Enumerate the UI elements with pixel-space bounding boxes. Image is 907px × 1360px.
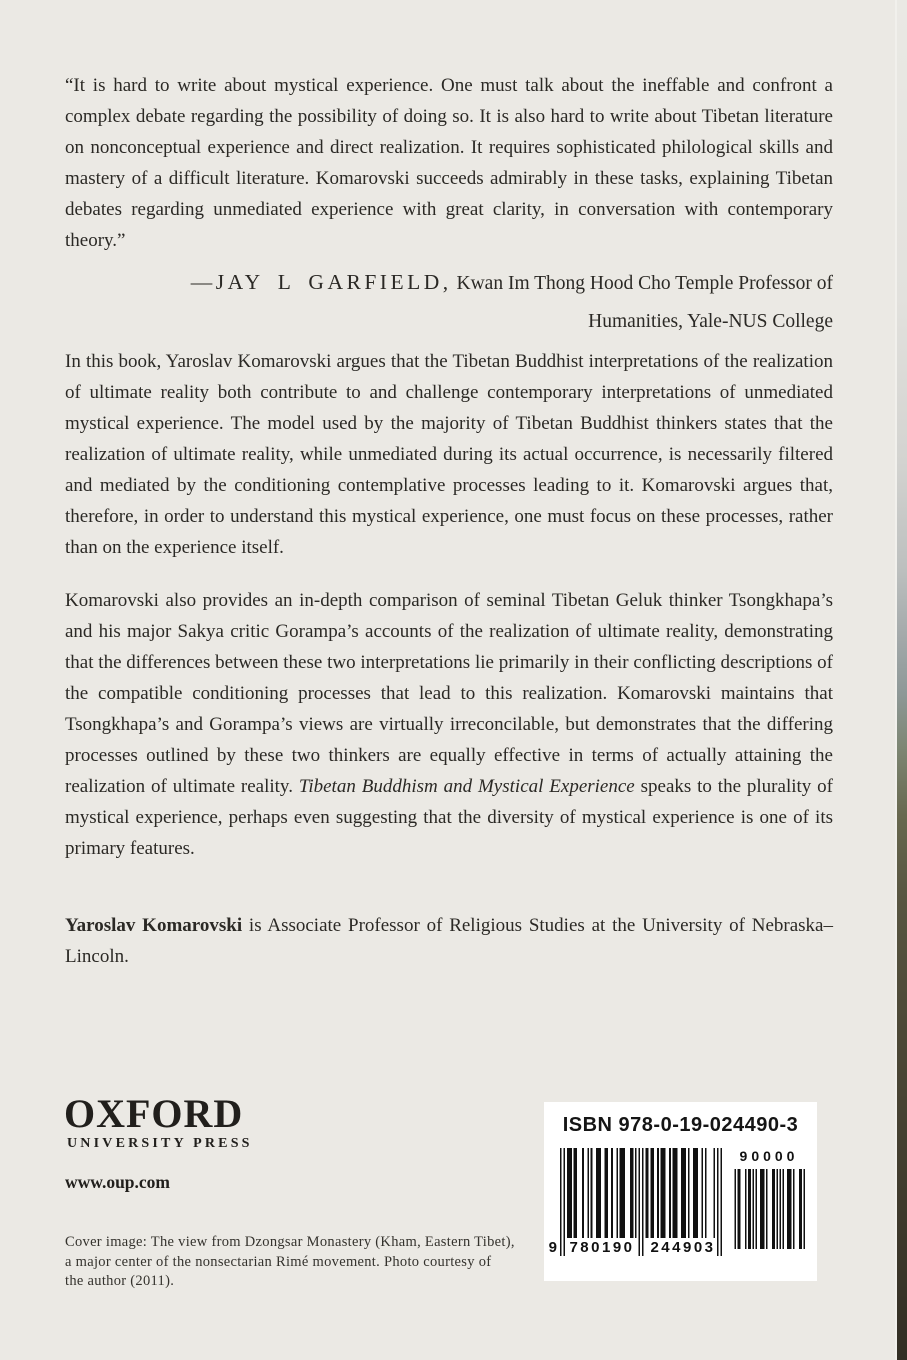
attribution-role-part-1: Kwan Im Thong Hood Cho Temple Professor of [451,273,833,294]
cover-image-credit-line-2: a major center of the nonsectarian Rimé movement. Photo courtesy of [65,1253,492,1270]
cover-image-credit-line-3: the author (2011). [65,1273,175,1289]
publisher-logo-oxford: OXFORD [64,1091,244,1136]
endorsement-quote: “It is hard to write about mystical experience. One must talk about the ineffable and confront a complex debate regarding the possibility of doing so. It is also hard to write about Tibetan literature on nonconceptual experience and direct realization. It requires sophisticated philological skills and mastery of a difficult literature. Komarovski succeeds admirably in these tasks, explaining Tibetan debates regarding unmediated experience with great clarity, in conversation with contemporary theory.” [65,75,833,251]
cover-image-credit [65,1233,515,1292]
author-bio [65,910,833,972]
endorsement-attribution [65,264,833,340]
barcode-digit-group-1: 780190 [569,1239,635,1256]
isbn-panel [544,1102,817,1281]
author-bio-text: is Associate Professor of Religious Studies at the University of Nebraska–Lincoln. [65,915,833,967]
attribution-role-part-2: Humanities, Yale-NUS College [588,311,833,332]
author-name: Yaroslav Komarovski [65,915,243,936]
synopsis-paragraph-2 [65,585,833,864]
publisher-website: www.oup.com [65,1172,171,1192]
attribution-name: —JAY L GARFIELD, [190,270,452,294]
ean13-barcode [548,1148,722,1258]
supplement-digits: 90000 [739,1148,799,1164]
barcode-lead-digit: 9 [548,1239,557,1256]
supplement-bars [733,1169,805,1249]
cover-image-credit-line-1: Cover image: The view from Dzongsar Monastery (Kham, Eastern Tibet), [65,1234,515,1250]
synopsis-paragraph-2-after-title: speaks to the plurality of mystical experience, perhaps even suggesting that the diversity of mystical experience is one of its primary features. [65,776,833,859]
isbn-label: ISBN 978-0-19-024490-3 [562,1114,799,1136]
publisher-imprint: UNIVERSITY PRESS [67,1136,253,1151]
synopsis-paragraph-2-before-title: Komarovski also provides an in-depth comparison of seminal Tibetan Geluk thinker Tsongkhapa’s and his major Sakya critic Gorampa’s accounts of the realization of ultimate reality, demonstrating that the differences between these two interpretations lie primarily in their conflicting descriptions of the compatible conditioning processes that lead to this realization. Komarovski maintains that Tsongkhapa’s and Gorampa’s views are virtually irreconcilable, but demonstrates that the differing processes outlined by these two thinkers are equally effective in terms of actually attaining the realization of ultimate reality. [65,590,833,797]
back-cover-text-column [65,70,833,972]
front-cover-photo-edge [895,0,907,1360]
attribution-line-1 [65,264,833,303]
book-title: Tibetan Buddhism and Mystical Experience [298,776,635,797]
barcode-digit-group-2: 244903 [650,1239,716,1256]
synopsis-paragraph-1: In this book, Yaroslav Komarovski argues that the Tibetan Buddhist interpretations of the realization of ultimate reality both contribute to and challenge contemporary interpretations of unmediated mystical experience. The model used by the majority of Tibetan Buddhist thinkers states that the realization of ultimate reality, while unmediated during its actual occurrence, is necessarily filtered and mediated by the conditioning contemplative processes leading to it. Komarovski argues that, therefore, in order to understand this mystical experience, one must focus on these processes, rather than on the experience itself. [65,351,833,558]
